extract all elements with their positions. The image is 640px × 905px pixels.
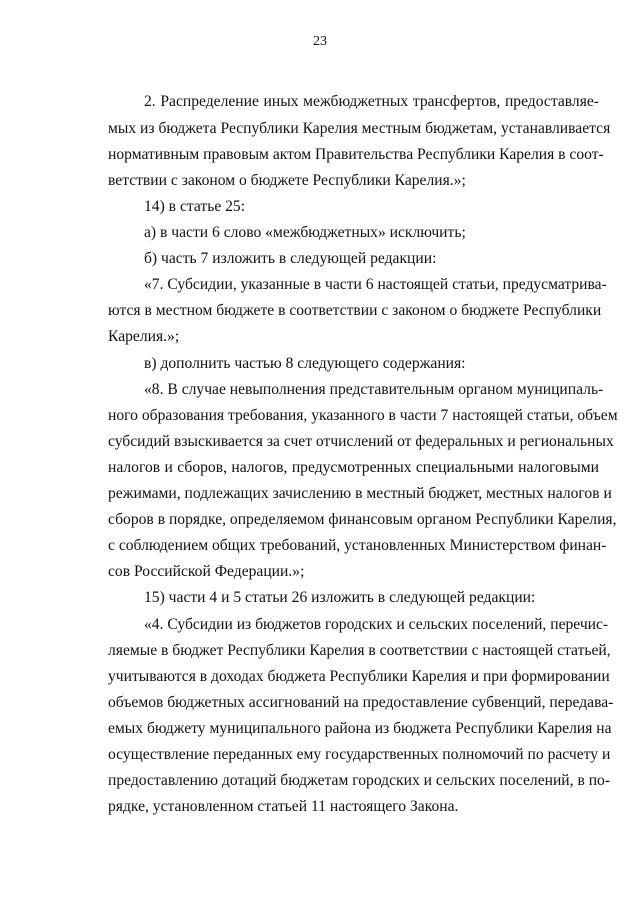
text-line: нормативным правовым актом Правительства Республики Карелия в соот- — [108, 146, 604, 163]
text-line: 15) части 4 и 5 статьи 26 изложить в следующей редакции: — [144, 589, 536, 606]
text-line: а) в части 6 слово «межбюджетных» исключить; — [144, 224, 466, 241]
text-line: учитываются в доходах бюджета Республики Карелия и при формировании — [108, 668, 610, 685]
text-line: сов Российской Федерации.»; — [108, 563, 305, 580]
text-line: «8. В случае невыполнения представительным органом муниципаль- — [144, 381, 604, 398]
text-line: ляемые в бюджет Республики Карелия в соответствии с настоящей статьей, — [108, 642, 611, 659]
text-line: 14) в статье 25: — [144, 198, 246, 215]
text-line: ветствии с законом о бюджете Республики Карелия.»; — [108, 172, 466, 189]
text-line: мых из бюджета Республики Карелия местным бюджетам, устанавливается — [108, 120, 611, 137]
text-line: «4. Субсидии из бюджетов городских и сельских поселений, перечис- — [144, 616, 609, 633]
text-line: предоставлению дотаций бюджетам городских и сельских поселений, в по- — [108, 772, 611, 789]
text-line: осуществление переданных ему государственных полномочий по расчету и — [108, 746, 611, 763]
text-line: режимами, подлежащих зачислению в местный бюджет, местных налогов и — [108, 485, 612, 502]
text-line: с соблюдением общих требований, установленных Министерством финан- — [108, 537, 607, 554]
text-line: 2. Распределение иных межбюджетных трансфертов, предоставляе- — [144, 93, 599, 110]
text-line: емых бюджету муниципального района из бюджета Республики Карелия на — [108, 720, 612, 737]
text-line: «7. Субсидии, указанные в части 6 настоящей статьи, предусматрива- — [144, 276, 607, 293]
text-line: б) часть 7 изложить в следующей редакции: — [144, 250, 437, 267]
text-line: ются в местном бюджете в соответствии с законом о бюджете Республики — [108, 302, 602, 319]
text-line: рядке, установленном статьей 11 настоящего Закона. — [108, 798, 459, 815]
text-line: сборов в порядке, определяемом финансовым органом Республики Карелия, — [108, 511, 617, 528]
text-line: ного образования требования, указанного в части 7 настоящей статьи, объем — [108, 407, 618, 424]
page-number: 23 — [313, 34, 327, 49]
text-line: налогов и сборов, налогов, предусмотренных специальными налоговыми — [108, 459, 599, 476]
text-line: в) дополнить частью 8 следующего содержания: — [144, 355, 466, 372]
text-line: субсидий взыскивается за счет отчислений от федеральных и региональных — [108, 433, 614, 450]
text-line: объемов бюджетных ассигнований на предоставление субвенций, передава- — [108, 694, 614, 711]
text-line: Карелия.»; — [108, 328, 180, 345]
